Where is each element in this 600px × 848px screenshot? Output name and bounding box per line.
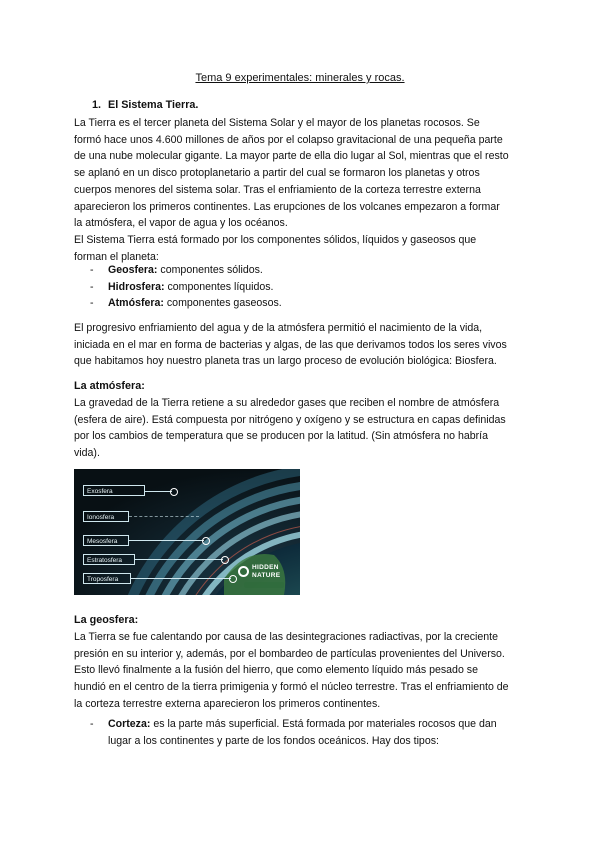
text-line: aparecieron los primeros continentes. Las erupciones de los volcanes empezaron a formar — [74, 200, 500, 213]
text-line: El progresivo enfriamiento del agua y de la atmósfera permitió el nacimiento de la vida, — [74, 322, 483, 334]
list-item: - Atmósfera: componentes gaseosos. — [90, 297, 282, 310]
text-line: de una nube molecular gigante. La mayor parte de ella dio lugar al Sol, mientras que el resto — [74, 150, 509, 163]
text-line: la corteza terrestre externa aparecieron los primeros continentes. — [74, 697, 381, 710]
text-line: iniciada en el mar en forma de bacterias y algas, de las que derivamos todos los seres vivos — [74, 338, 507, 351]
list-item-desc: es la parte más superficial. Está formada por materiales rocosos que dan — [150, 718, 497, 730]
text-line: (esfera de aire). Está compuesta por nitrógeno y oxígeno y se estructura en capas definidas — [74, 413, 506, 426]
list-item-term: Geosfera: — [108, 264, 158, 276]
logo-text-line1: HIDDEN — [252, 564, 279, 571]
list-item-term: Corteza: — [108, 718, 151, 730]
geosfera-list — [90, 716, 526, 749]
text-line: La gravedad de la Tierra retiene a su alrededor gases que reciben el nombre de atmósfera — [74, 397, 500, 409]
section-heading-text: El Sistema Tierra. — [108, 99, 199, 111]
list-item-desc: componentes sólidos. — [157, 264, 263, 276]
paragraph-sistema-tierra — [74, 115, 526, 232]
text-line: formó hace unos 4.600 millones de años por el colapso gravitacional de una pequeña parte — [74, 133, 503, 146]
text-line: La Tierra se fue calentando por causa de las desintegraciones radiactivas, por la creciente — [74, 631, 498, 643]
text-line: la atmósfera, el vapor de agua y los océanos. — [74, 217, 288, 230]
paragraph-atmosfera — [74, 395, 526, 462]
text-line: El Sistema Tierra está formado por los componentes sólidos, líquidos y gaseosos que — [74, 234, 477, 246]
section-number: 1. — [92, 99, 102, 111]
layer-label-ionosfera: Ionosfera — [83, 511, 129, 522]
components-list — [90, 262, 526, 312]
document-title: Tema 9 experimentales: minerales y rocas. — [195, 72, 405, 84]
paragraph-componentes — [74, 232, 526, 265]
list-item-desc: componentes gaseosos. — [163, 297, 282, 310]
logo-mark-icon — [238, 566, 249, 577]
text-line: cuerpos menores del sistema solar. Tras el enfriamiento de la corteza terrestre externa — [74, 183, 481, 196]
layer-label-estratosfera: Estratosfera — [83, 554, 135, 565]
text-line: forman el planeta: — [74, 250, 159, 263]
text-line: se aplanó en un disco protoplanetario a partir del cual se formaron los planetas y otros — [74, 167, 480, 180]
list-item-term: Hidrosfera: — [108, 280, 165, 293]
list-item-desc: componentes líquidos. — [164, 280, 274, 293]
paragraph-biosfera — [74, 320, 526, 370]
list-item: - Geosfera: componentes sólidos. — [90, 264, 263, 276]
atmosphere-layers-figure — [74, 469, 300, 595]
section-heading-atmosfera: La atmósfera: — [74, 380, 145, 392]
list-item-desc: lugar a los continentes y parte de los fondos oceánicos. Hay dos tipos: — [108, 734, 439, 747]
hidden-nature-logo — [238, 563, 296, 589]
list-item-term: Atmósfera: — [108, 297, 164, 310]
section-heading-geosfera: La geosfera: — [74, 614, 139, 626]
text-line: presión en su interior y, además, por el bombardeo de partículas provenientes del Universo. — [74, 647, 505, 660]
paragraph-geosfera — [74, 629, 526, 713]
layer-label-exosfera: Exosfera — [83, 485, 145, 496]
section-heading-sistema-tierra — [92, 99, 198, 111]
text-line: vida). — [74, 447, 100, 460]
logo-text-line2: NATURE — [252, 572, 281, 579]
text-line: hundió en el centro de la tierra primigenia y formó el núcleo terrestre. Tras el enfriamiento de — [74, 681, 509, 694]
list-item: - Corteza: es la parte más superficial. Está formada por materiales rocosos que dan lugar a los continentes y parte de los fondos oceánicos. Hay dos tipos: — [90, 716, 526, 749]
text-line: por los cambios de temperatura que se producen por la latitud. (Sin atmósfera no habría — [74, 430, 488, 443]
layer-label-mesosfera: Mesosfera — [83, 535, 129, 546]
layer-label-troposfera: Troposfera — [83, 573, 131, 584]
text-line: La Tierra es el tercer planeta del Sistema Solar y el mayor de los planetas rocosos. Se — [74, 117, 480, 129]
list-item: - Hidrosfera: componentes líquidos. — [90, 280, 274, 293]
text-line: que habitamos hoy nuestro planeta tras un largo proceso de evolución biológica: Biosfera. — [74, 355, 497, 368]
text-line: Esto llevó finalmente a la fusión del hierro, que como elemento líquido más pesado se — [74, 664, 478, 677]
